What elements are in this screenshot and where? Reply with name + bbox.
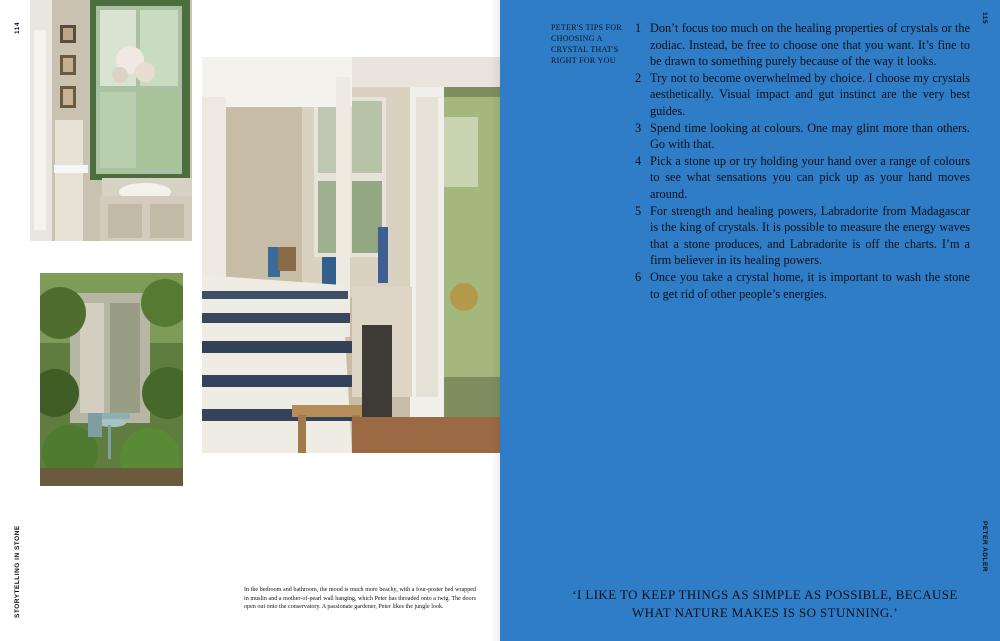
tip-text: Don’t focus too much on the healing properties of crystals or the zodiac. Instead, be free to choose one that you want. It’s fine to be drawn to something purely because of the way it looks. (650, 21, 970, 69)
bathroom-photo (30, 0, 192, 241)
tip-number: 5 (635, 203, 642, 218)
page-number-right: 115 (981, 12, 988, 24)
tip-number: 6 (635, 269, 642, 284)
tip-number: 4 (635, 153, 642, 168)
tip-item (635, 203, 970, 269)
photo-caption: In the bedroom and bathroom, the mood is much more beachy, with a four-poster bed wrapped in muslin and a mother-of-pearl wall hanging, which Peter has threaded onto a twig. The doors open out onto the conservatory. A passionate gardener, Peter likes the jungle look. (244, 587, 476, 611)
tips-heading: PETER'S TIPS FOR CHOOSING A CRYSTAL THAT'S RIGHT FOR YOU (551, 23, 623, 65)
tip-item (635, 269, 970, 302)
running-head-right: PETER ADLER (981, 520, 988, 572)
tip-item (635, 120, 970, 153)
tip-number: 1 (635, 21, 642, 35)
tip-text: Once you take a crystal home, it is important to wash the stone to get rid of other people’s energies. (650, 269, 970, 301)
tip-text: For strength and healing powers, Labradorite from Madagascar is the king of crystals. It is possible to measure the energy waves that a stone produces, and Labradorite is off the charts. I’m a firm believer in its healing powers. (650, 203, 970, 268)
tip-item (635, 70, 970, 120)
running-head-left: STORYTELLING IN STONE (14, 525, 21, 618)
tip-text: Try not to become overwhelmed by choice. I choose my crystals aesthetically. Visual impact and gut instinct are the very best guides. (650, 70, 970, 118)
tip-item (635, 20, 970, 70)
garden-photo (40, 273, 183, 486)
page-number-left: 114 (14, 22, 21, 34)
bedroom-photo (202, 57, 500, 453)
tip-text: Pick a stone up or try holding your hand over a range of colours to see what sensations you can pick up as your hand moves around. (650, 153, 970, 201)
gutter-shadow (490, 0, 500, 641)
tip-number: 2 (635, 70, 642, 85)
pull-quote: ‘I LIKE TO KEEP THINGS AS SIMPLE AS POSSIBLE, BECAUSE WHAT NATURE MAKES IS SO STUNNING.’ (572, 587, 958, 620)
tips-list (635, 20, 970, 302)
tip-text: Spend time looking at colours. One may glint more than others. Go with that. (650, 120, 970, 152)
tip-item (635, 153, 970, 203)
tip-number: 3 (635, 120, 642, 135)
